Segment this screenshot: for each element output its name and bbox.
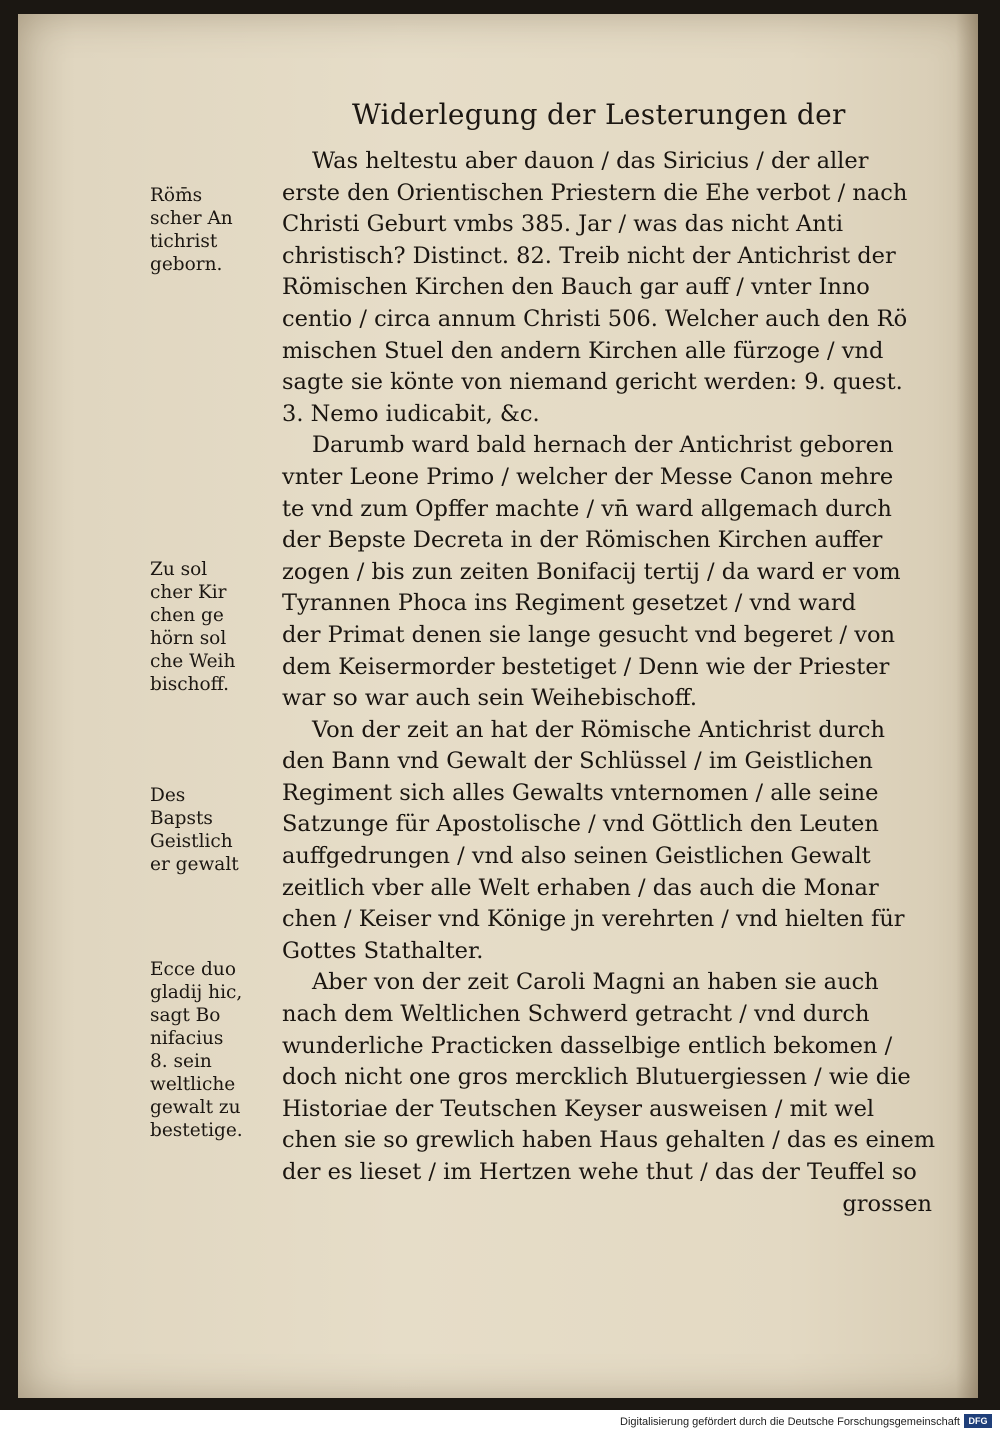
margin-note-line: Zu sol [150,559,208,580]
text-line: mischen Stuel den andern Kirchen alle fürzoge / vnd [282,337,884,364]
text-line: der Primat denen sie lange gesucht vnd begeret / von [282,621,895,648]
margin-note-line: cher Kir [150,582,227,603]
margin-note-line: tichrist [150,231,218,252]
text-line: 3. Nemo iudicabit, &c. [282,400,540,427]
margin-note-line: Röm̄s [150,185,203,206]
margin-note-line: 8. sein [150,1051,212,1072]
margin-note-weihbischoff [150,558,280,696]
text-line: zogen / bis zun zeiten Bonifacij tertij / da ward er vom [282,558,901,585]
text-line: te vnd zum Opffer machte / vn̄ ward allgemach durch [282,495,892,522]
margin-note-line: geborn. [150,254,223,275]
margin-note-line: Des [150,785,186,806]
catchword: grossen [842,1190,932,1217]
margin-note-line: scher An [150,208,233,229]
margin-note-line: chen ge [150,605,224,626]
digitization-footer [0,1410,1000,1434]
main-text-block [282,146,962,1220]
text-line: doch nicht one gros mercklich Blutuergiessen / wie die [282,1064,911,1091]
text-line: Aber von der zeit Caroli Magni an haben sie auch [312,969,879,996]
dfg-logo: DFG [964,1414,992,1428]
text-line: christisch? Distinct. 82. Treib nicht der Antichrist der [282,242,896,269]
text-line: sagte sie könte von niemand gericht werden: 9. quest. [282,369,903,396]
text-line: Christi Geburt vmbs 385. Jar / was das nicht Anti [282,211,844,238]
text-line: nach dem Weltlichen Schwerd getracht / vnd durch [282,1001,870,1028]
margin-note-line: gewalt zu [150,1097,241,1118]
margin-note-line: Bapsts [150,808,213,829]
running-head: Widerlegung der Lesterungen der [352,98,846,131]
margin-note-line: Ecce duo [150,959,236,980]
margin-note-line: er gewalt [150,854,239,875]
margin-note-line: bestetige. [150,1120,243,1141]
text-line: chen sie so grewlich haben Haus gehalten / das es einem [282,1127,936,1154]
text-line: Römischen Kirchen den Bauch gar auff / vnter Inno [282,274,870,301]
text-line: Regiment sich alles Gewalts vnternomen / alle seine [282,779,879,806]
margin-note-line: sagt Bo [150,1005,221,1026]
margin-note-line: weltliche [150,1074,236,1095]
text-line: dem Keisermorder bestetiget / Denn wie der Priester [282,653,890,680]
text-line: zeitlich vber alle Welt erhaben / das auch die Monar [282,874,879,901]
margin-note-romischer-antichrist [150,184,280,276]
text-line: Tyrannen Phoca ins Regiment gesetzet / vnd ward [282,590,857,617]
text-line: Darumb ward bald hernach der Antichrist geboren [312,432,894,459]
text-line: Was heltestu aber dauon / das Siricius / der aller [312,148,869,174]
text-line: vnter Leone Primo / welcher der Messe Canon mehre [282,463,894,490]
text-line: Von der zeit an hat der Römische Antichrist durch [312,716,885,743]
margin-note-line: nifacius [150,1028,224,1049]
text-line: auffgedrungen / vnd also seinen Geistlichen Gewalt [282,843,871,870]
text-line: erste den Orientischen Priestern die Ehe verbot / nach [282,179,908,206]
margin-note-line: Geistlich [150,831,233,852]
margin-note-line: hörn sol [150,628,227,649]
margin-note-line: bischoff. [150,674,230,695]
text-line: Satzunge für Apostolische / vnd Göttlich den Leuten [282,811,879,838]
text-line: chen / Keiser vnd Könige jn verehrten / vnd hielten für [282,906,905,933]
text-line: war so war auch sein Weihebischoff. [282,685,697,712]
margin-note-bapsts-gewalt [150,784,280,876]
text-line: wunderliche Practicken dasselbige entlich bekomen / [282,1032,893,1059]
text-line: centio / circa annum Christi 506. Welcher auch den Rö [282,305,908,332]
margin-note-line: che Weih [150,651,236,672]
margin-note-ecce-duo-gladij [150,958,280,1142]
text-line: der es lieset / im Hertzen wehe thut / das der Teuffel so [282,1159,917,1185]
margin-note-line: gladij hic, [150,982,243,1003]
footer-credit: Digitalisierung gefördert durch die Deutsche Forschungsgemeinschaft [620,1416,960,1428]
text-line: den Bann vnd Gewalt der Schlüssel / im Geistlichen [282,748,873,775]
text-line: der Bepste Decreta in der Römischen Kirchen auffer [282,527,883,554]
text-line: Historiae der Teutschen Keyser ausweisen / mit wel [282,1095,875,1122]
text-line: Gottes Stathalter. [282,937,484,964]
